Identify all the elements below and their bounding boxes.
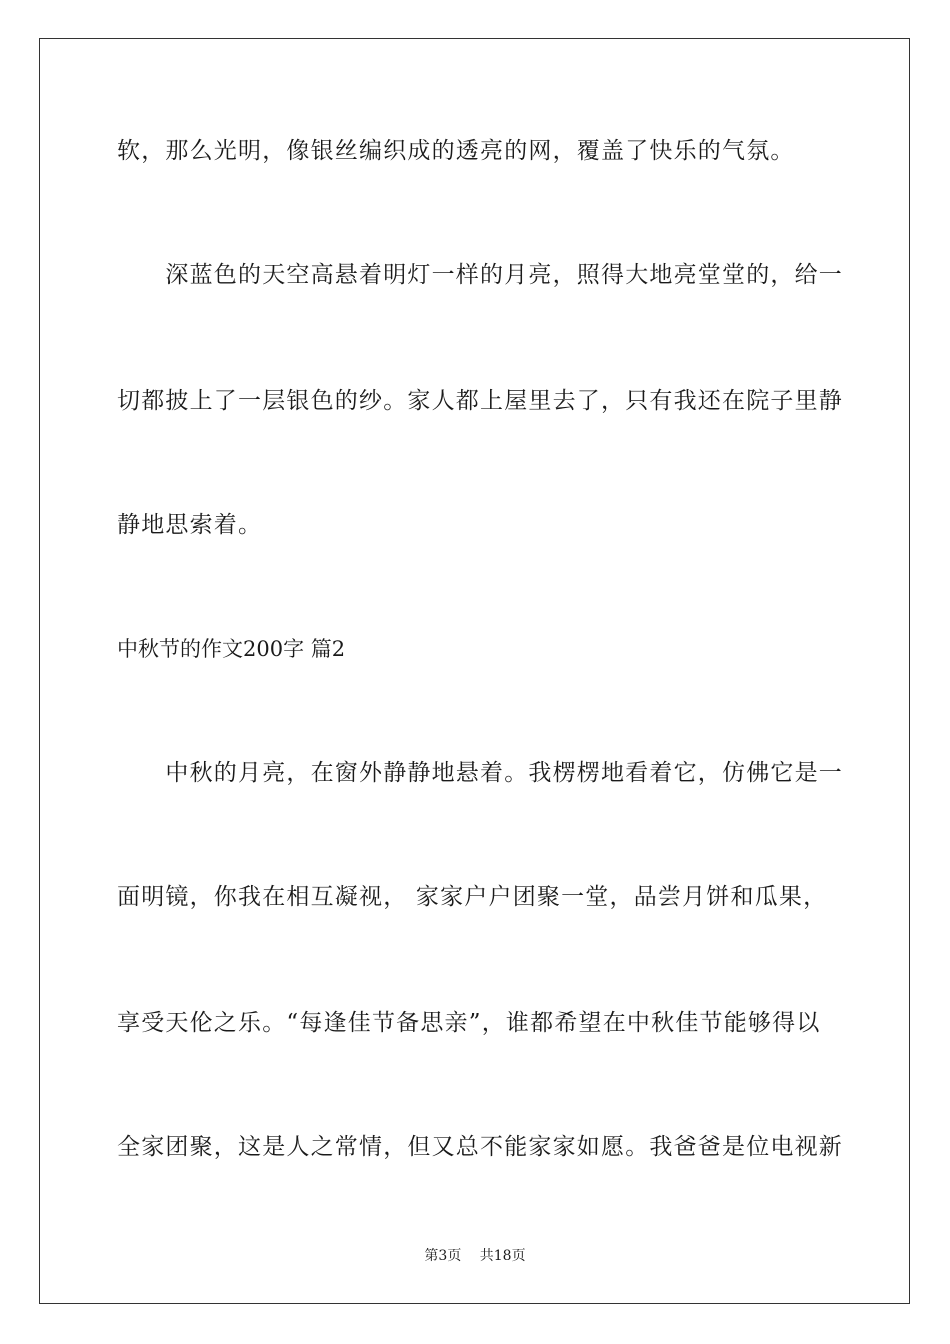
paragraph-line: 全家团聚，这是人之常情，但又总不能家家如愿。我爸爸是位电视新 <box>117 1134 843 1160</box>
paragraph-line: 软，那么光明，像银丝编织成的透亮的网，覆盖了快乐的气氛。 <box>117 138 795 164</box>
paragraph-line: 静地思索着。 <box>117 512 263 538</box>
paragraph-line: 面明镜，你我在相互凝视， 家家户户团聚一堂，品尝月饼和瓜果， <box>117 884 828 910</box>
section-heading: 中秋节的作文200字 篇2 <box>117 637 346 661</box>
paragraph-line: 切都披上了一层银色的纱。家人都上屋里去了，只有我还在院子里静 <box>117 388 843 414</box>
paragraph-line: 享受天伦之乐。“每逢佳节备思亲”，谁都希望在中秋佳节能够得以 <box>117 1010 821 1036</box>
page-number: 第3页 共18页 <box>424 1248 526 1264</box>
paragraph-line: 深蓝色的天空高悬着明灯一样的月亮，照得大地亮堂堂的，给一 <box>117 262 843 288</box>
paragraph-line: 中秋的月亮，在窗外静静地悬着。我楞楞地看着它，仿佛它是一 <box>117 760 843 786</box>
page-border <box>39 38 910 1304</box>
